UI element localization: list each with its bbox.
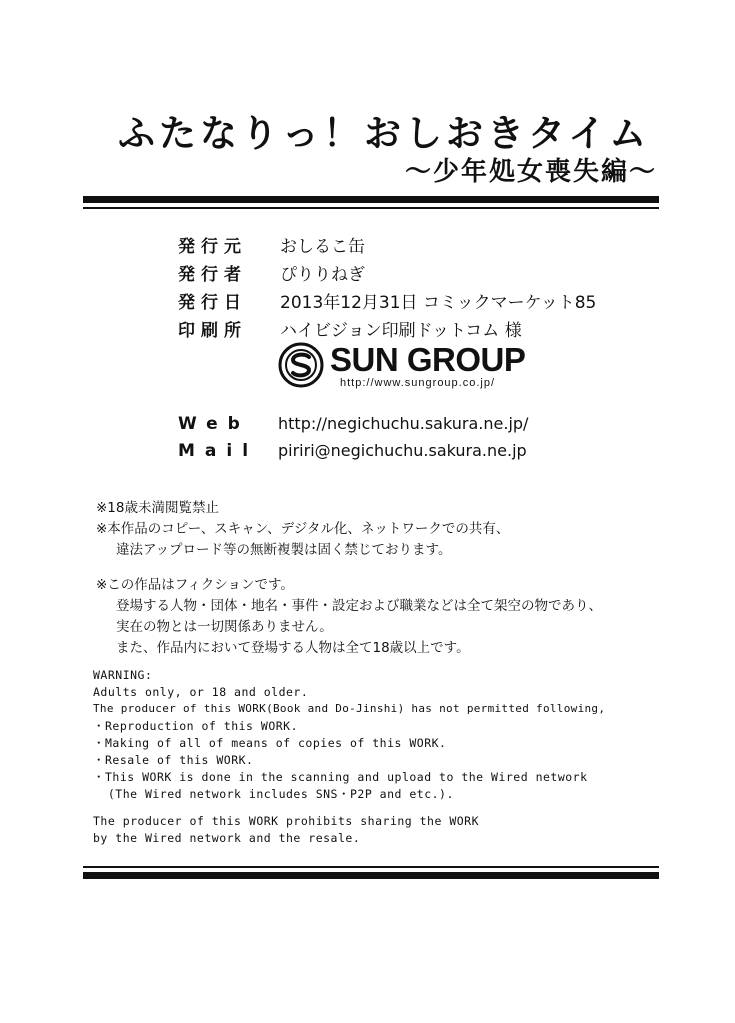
warning-en-line: by the Wired network and the resale. (93, 831, 361, 845)
warning-en-line: The producer of this WORK(Book and Do-Jinshi) has not permitted following, (93, 702, 606, 715)
warning-en-line: WARNING: (93, 668, 153, 682)
warning-en-line: (The Wired network includes SNS・P2P and etc.). (93, 787, 454, 801)
colophon-value: おしるこ缶 (280, 237, 365, 257)
contact-web-link[interactable]: http://negichuchu.sakura.ne.jp/ (278, 414, 529, 433)
bottom-rule-thick (83, 872, 659, 879)
notice-jp-line: 違法アップロード等の無断複製は固く禁じております。 (116, 542, 452, 558)
notice-jp-line: 登場する人物・団体・地名・事件・設定および職業などは全て架空の物であり、 (116, 598, 602, 614)
colophon-value: ハイビジョン印刷ドットコム 様 (280, 321, 522, 341)
notice-jp-line: ※この作品はフィクションです。 (96, 577, 294, 593)
bottom-rule-thin (83, 866, 659, 868)
colophon-value: ぴりりねぎ (280, 265, 365, 285)
colophon-value: 2013年12月31日 コミックマーケット85 (280, 293, 597, 313)
colophon-label: 印刷所 (178, 321, 247, 341)
notice-jp-line: また、作品内において登場する人物は全て18歳以上です。 (116, 640, 470, 656)
warning-en-line: ・Resale of this WORK. (93, 753, 254, 767)
warning-en-line: ・Making of all of means of copies of this WORK. (93, 736, 447, 750)
logo-wordmark: SUN GROUP (330, 341, 526, 378)
top-rule-thick (83, 196, 659, 203)
warning-en-line: The producer of this WORK prohibits sharing the WORK (93, 814, 480, 828)
colophon-label: 発行元 (178, 237, 247, 257)
colophon-row-issuer (178, 262, 365, 288)
sun-group-logo (278, 340, 538, 394)
contact-row-mail (178, 438, 527, 464)
colophon-label: 発行者 (178, 265, 247, 285)
warning-en-line: Adults only, or 18 and older. (93, 685, 309, 699)
logo-url: http://www.sungroup.co.jp/ (340, 377, 496, 389)
notice-jp-line: 実在の物とは一切関係ありません。 (116, 619, 333, 635)
colophon-row-date (178, 290, 596, 316)
sun-group-emblem-icon (278, 342, 324, 388)
book-title: ふたなりっ！おしおきタイム (118, 112, 651, 155)
contact-row-web (178, 411, 528, 437)
warning-en-line: ・Reproduction of this WORK. (93, 719, 299, 733)
book-subtitle: ～少年処女喪失編～ (404, 157, 657, 187)
top-rule-thin (83, 207, 659, 209)
notice-jp-line: ※18歳未満閲覧禁止 (96, 500, 219, 516)
contact-mail-link[interactable]: piriri@negichuchu.sakura.ne.jp (278, 441, 527, 460)
colophon-row-publisher (178, 234, 365, 260)
colophon-label: 発行日 (178, 293, 247, 313)
contact-label: Web (178, 414, 250, 434)
contact-label: Mail (178, 441, 259, 461)
warning-en-line: ・This WORK is done in the scanning and upload to the Wired network (93, 770, 588, 784)
notice-jp-line: ※本作品のコピー、スキャン、デジタル化、ネットワークでの共有、 (96, 521, 510, 537)
